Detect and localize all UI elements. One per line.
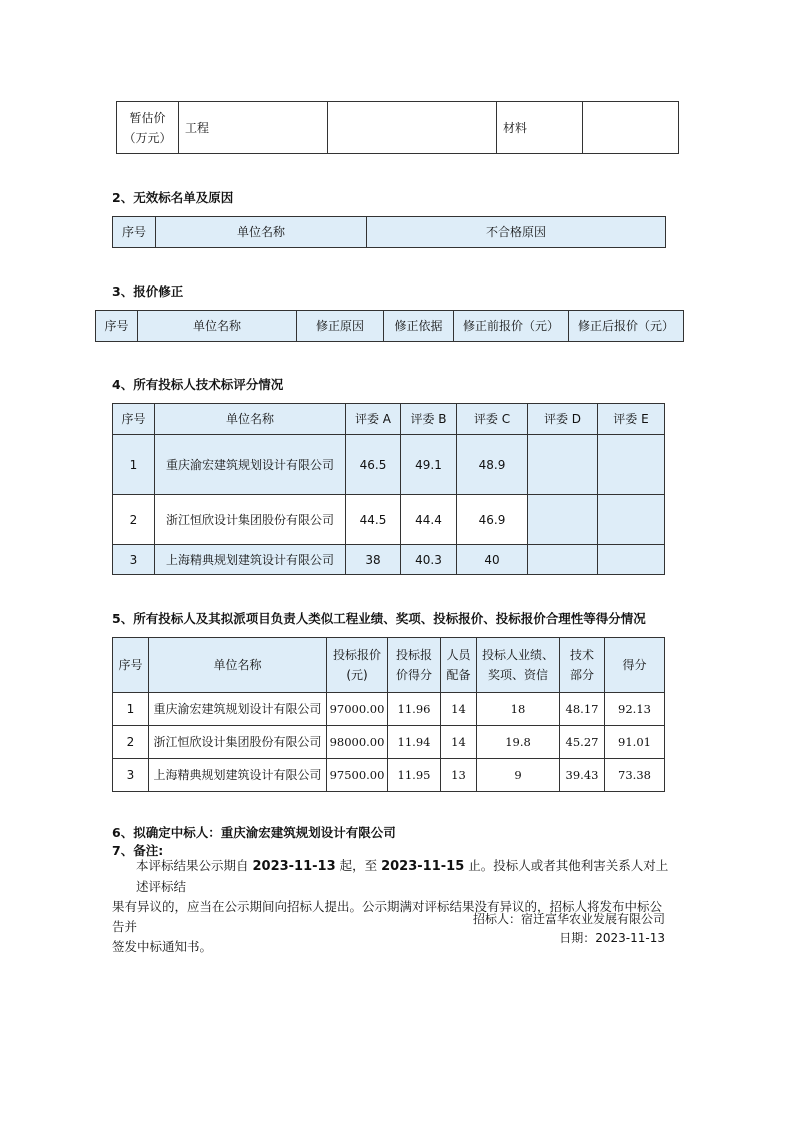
remark-line-1 — [112, 856, 672, 897]
engineering-label: 工程 — [179, 102, 328, 154]
technical-score: 39.43 — [560, 759, 605, 792]
row-no: 2 — [113, 726, 149, 759]
col-judge-e: 评委 E — [598, 404, 665, 435]
material-value — [583, 102, 679, 154]
total-score: 91.01 — [605, 726, 665, 759]
col-performance-line-2: 奖项、资信 — [487, 668, 548, 682]
performance-score: 18 — [477, 693, 560, 726]
price-correction-table — [95, 310, 684, 342]
remark-text: 起，至 — [335, 858, 382, 873]
price-score: 11.95 — [388, 759, 441, 792]
col-judge-d: 评委 D — [528, 404, 598, 435]
remark-line-2: 果有异议的，应当在公示期间向招标人提出。公示期满对评标结果没有异议的，招标人将发布中标公告并 — [112, 899, 663, 934]
score-b: 44.4 — [401, 495, 457, 545]
col-staff — [441, 638, 477, 693]
col-price-before: 修正前报价（元） — [454, 311, 569, 342]
col-name: 单位名称 — [155, 404, 346, 435]
end-date: 2023-11-15 — [381, 859, 465, 874]
col-performance — [477, 638, 560, 693]
col-technical-line-1: 技术 — [569, 648, 594, 662]
score-d — [528, 495, 598, 545]
score-a: 44.5 — [346, 495, 401, 545]
col-name: 单位名称 — [138, 311, 297, 342]
score-c: 46.9 — [457, 495, 528, 545]
score-e — [598, 545, 665, 575]
staff-score: 14 — [441, 726, 477, 759]
col-price-line-2: (元) — [346, 668, 368, 682]
score-d — [528, 545, 598, 575]
col-price-score — [388, 638, 441, 693]
bid-price: 98000.00 — [327, 726, 388, 759]
col-price-after: 修正后报价（元） — [569, 311, 684, 342]
staff-score: 13 — [441, 759, 477, 792]
col-price-line-1: 投标报价 — [332, 648, 381, 662]
row-no: 3 — [113, 759, 149, 792]
table-row — [113, 726, 665, 759]
row-no: 2 — [113, 495, 155, 545]
col-no: 序号 — [113, 638, 149, 693]
score-b: 49.1 — [401, 435, 457, 495]
label-line-2: （万元） — [123, 130, 172, 145]
col-technical — [560, 638, 605, 693]
technical-score-table — [112, 403, 665, 575]
price-score: 11.96 — [388, 693, 441, 726]
engineering-value — [328, 102, 497, 154]
table-row — [113, 545, 665, 575]
provisional-price-label — [117, 102, 179, 154]
col-reason: 修正原因 — [297, 311, 384, 342]
performance-score: 19.8 — [477, 726, 560, 759]
row-no: 1 — [113, 693, 149, 726]
table-row — [113, 495, 665, 545]
total-score: 92.13 — [605, 693, 665, 726]
row-name: 重庆渝宏建筑规划设计有限公司 — [155, 435, 346, 495]
score-e — [598, 435, 665, 495]
price-score: 11.94 — [388, 726, 441, 759]
col-price-score-line-1: 投标报 — [395, 648, 432, 662]
col-price-score-line-2: 价得分 — [395, 668, 432, 682]
row-name: 重庆渝宏建筑规划设计有限公司 — [149, 693, 327, 726]
overall-score-table — [112, 637, 665, 792]
col-no: 序号 — [113, 217, 156, 248]
bid-price: 97500.00 — [327, 759, 388, 792]
start-date: 2023-11-13 — [252, 859, 336, 874]
score-c: 48.9 — [457, 435, 528, 495]
total-score: 73.38 — [605, 759, 665, 792]
score-b: 40.3 — [401, 545, 457, 575]
col-technical-line-2: 部分 — [569, 668, 594, 682]
section-2-heading: 2、无效标名单及原因 — [112, 190, 234, 205]
remark-line-3: 签发中标通知书。 — [112, 939, 213, 954]
material-label: 材料 — [497, 102, 583, 154]
section-3-heading: 3、报价修正 — [112, 284, 184, 299]
table-row — [113, 693, 665, 726]
section-4-heading: 4、所有投标人技术标评分情况 — [112, 377, 284, 392]
col-staff-line-2: 配备 — [446, 668, 471, 682]
technical-score: 45.27 — [560, 726, 605, 759]
col-judge-c: 评委 C — [457, 404, 528, 435]
score-a: 46.5 — [346, 435, 401, 495]
col-reason: 不合格原因 — [367, 217, 666, 248]
row-no: 3 — [113, 545, 155, 575]
section-7-heading: 7、备注: — [112, 843, 164, 858]
col-staff-line-1: 人员 — [446, 648, 471, 662]
col-score: 得分 — [605, 638, 665, 693]
row-name: 上海精典规划建筑设计有限公司 — [155, 545, 346, 575]
row-no: 1 — [113, 435, 155, 495]
col-no: 序号 — [96, 311, 138, 342]
section-6-heading: 6、拟确定中标人：重庆渝宏建筑规划设计有限公司 — [112, 825, 396, 840]
issue-date: 日期：2023-11-13 — [559, 931, 665, 945]
section-5-heading: 5、所有投标人及其拟派项目负责人类似工程业绩、奖项、投标报价、投标报价合理性等得分情况 — [112, 611, 646, 626]
bid-price: 97000.00 — [327, 693, 388, 726]
col-name: 单位名称 — [149, 638, 327, 693]
col-judge-b: 评委 B — [401, 404, 457, 435]
col-performance-line-1: 投标人业绩、 — [481, 648, 554, 662]
score-d — [528, 435, 598, 495]
score-c: 40 — [457, 545, 528, 575]
col-no: 序号 — [113, 404, 155, 435]
score-e — [598, 495, 665, 545]
tenderer-signature: 招标人：宿迁富华农业发展有限公司 — [472, 912, 665, 926]
row-name: 上海精典规划建筑设计有限公司 — [149, 759, 327, 792]
remark-text: 本评标结果公示期自 — [136, 858, 253, 873]
staff-score: 14 — [441, 693, 477, 726]
remark-text: 止。投标人或者其他利害关系人对上述评标结 — [136, 858, 669, 894]
col-judge-a: 评委 A — [346, 404, 401, 435]
provisional-price-table — [116, 101, 679, 154]
table-row — [113, 759, 665, 792]
table-row — [113, 435, 665, 495]
col-name: 单位名称 — [156, 217, 367, 248]
row-name: 浙江恒欣设计集团股份有限公司 — [149, 726, 327, 759]
invalid-bids-table — [112, 216, 666, 248]
performance-score: 9 — [477, 759, 560, 792]
score-a: 38 — [346, 545, 401, 575]
label-line-1: 暂估价 — [129, 110, 166, 125]
col-price — [327, 638, 388, 693]
technical-score: 48.17 — [560, 693, 605, 726]
col-basis: 修正依据 — [384, 311, 454, 342]
row-name: 浙江恒欣设计集团股份有限公司 — [155, 495, 346, 545]
